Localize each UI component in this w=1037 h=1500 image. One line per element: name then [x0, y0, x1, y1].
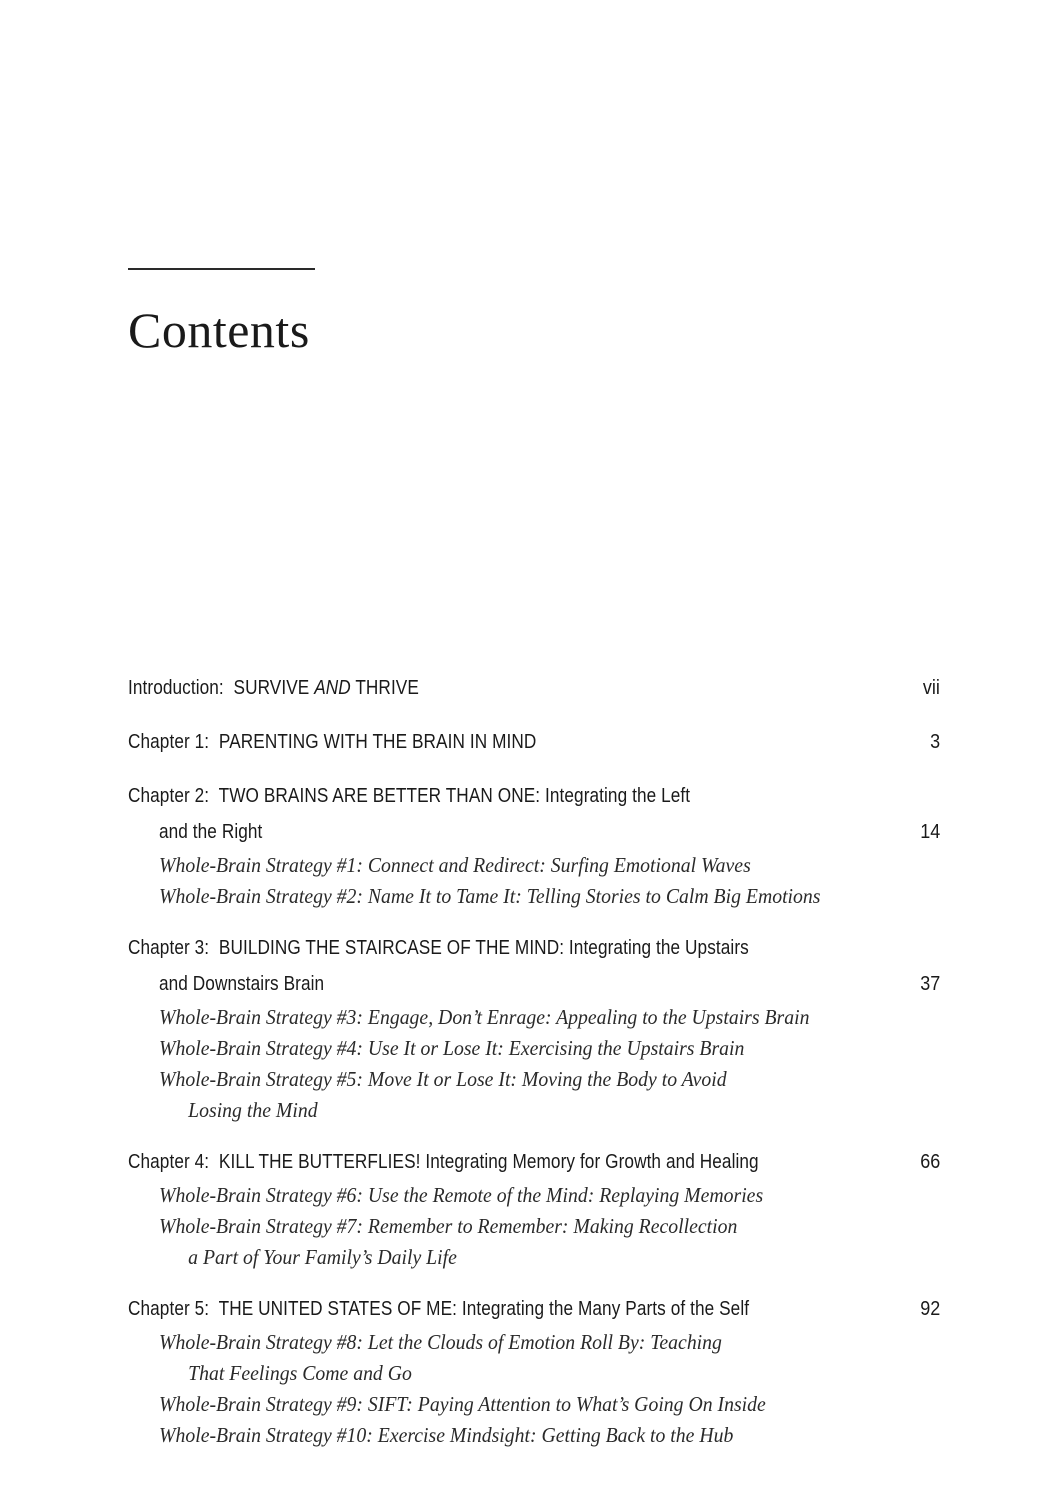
strategy-item: Whole-Brain Strategy #2: Name It to Tame It: Telling Stories to Calm Big Emotions: [159, 884, 821, 908]
entry-title: THE UNITED STATES OF ME: Integrating the Many Parts of the Self: [218, 1298, 750, 1320]
entry-label: Chapter 3:: [128, 937, 210, 959]
entry-title: KILL THE BUTTERFLIES! Integrating Memory for Growth and Healing: [218, 1151, 759, 1173]
toc-entry-chapter-5[interactable]: [128, 1291, 940, 1451]
table-of-contents: [128, 670, 940, 1469]
strategy-item: Whole-Brain Strategy #9: SIFT: Paying Attention to What’s Going On Inside: [159, 1392, 766, 1416]
toc-entry-chapter-3[interactable]: [128, 930, 940, 1126]
strategy-text: Whole-Brain Strategy #7: Remember to Remember: Making Recollection: [159, 1214, 738, 1238]
toc-entry-chapter-4[interactable]: [128, 1144, 940, 1273]
strategy-item: [128, 1064, 891, 1126]
entry-heading-continued: and Downstairs Brain: [158, 973, 325, 995]
page-number: 66: [919, 1151, 940, 1173]
entry-title-part: SURVIVE: [233, 677, 315, 699]
page-number: 92: [919, 1298, 940, 1320]
entry-title: BUILDING THE STAIRCASE OF THE MIND: Integrating the Upstairs: [218, 937, 749, 959]
strategy-text-continued: Losing the Mind: [188, 1098, 318, 1122]
entry-heading: [128, 670, 826, 706]
entry-label: Chapter 4:: [128, 1151, 210, 1173]
entry-title: PARENTING WITH THE BRAIN IN MIND: [218, 731, 537, 753]
page-title: Contents: [128, 302, 310, 358]
entry-heading: [128, 1291, 826, 1327]
entry-heading: [128, 930, 826, 966]
entry-title-italic: AND: [314, 677, 351, 699]
strategy-item: Whole-Brain Strategy #4: Use It or Lose It: Exercising the Upstairs Brain: [159, 1036, 745, 1060]
entry-heading: [128, 724, 826, 760]
page-number: 14: [919, 821, 940, 843]
entry-heading-continued: and the Right: [158, 821, 263, 843]
entry-heading: [128, 1144, 826, 1180]
entry-title: TWO BRAINS ARE BETTER THAN ONE: Integrating the Left: [218, 785, 691, 807]
entry-label: Chapter 5:: [128, 1298, 210, 1320]
strategy-item: [128, 1327, 891, 1389]
entry-label: Chapter 1:: [128, 731, 210, 753]
page-number: vii: [922, 677, 940, 699]
strategy-item: [128, 1211, 891, 1273]
title-rule: [128, 268, 315, 270]
strategy-text: Whole-Brain Strategy #8: Let the Clouds of Emotion Roll By: Teaching: [159, 1330, 722, 1354]
strategy-item: Whole-Brain Strategy #1: Connect and Redirect: Surfing Emotional Waves: [159, 853, 751, 877]
toc-entry-chapter-2[interactable]: [128, 778, 940, 912]
entry-title-part: THRIVE: [350, 677, 419, 699]
toc-entry-introduction[interactable]: [128, 670, 940, 706]
strategy-text-continued: a Part of Your Family’s Daily Life: [188, 1245, 457, 1269]
strategy-text: Whole-Brain Strategy #5: Move It or Lose It: Moving the Body to Avoid: [159, 1067, 727, 1091]
strategy-item: Whole-Brain Strategy #6: Use the Remote of the Mind: Replaying Memories: [159, 1183, 764, 1207]
strategy-item: Whole-Brain Strategy #3: Engage, Don’t Enrage: Appealing to the Upstairs Brain: [159, 1005, 810, 1029]
page-number: 3: [929, 731, 940, 753]
entry-label: Introduction:: [128, 677, 224, 699]
strategy-text-continued: That Feelings Come and Go: [188, 1361, 412, 1385]
entry-label: Chapter 2:: [128, 785, 210, 807]
toc-entry-chapter-1[interactable]: [128, 724, 940, 760]
strategy-item: Whole-Brain Strategy #10: Exercise Mindsight: Getting Back to the Hub: [159, 1423, 734, 1447]
entry-heading: [128, 778, 826, 814]
page-number: 37: [919, 973, 940, 995]
